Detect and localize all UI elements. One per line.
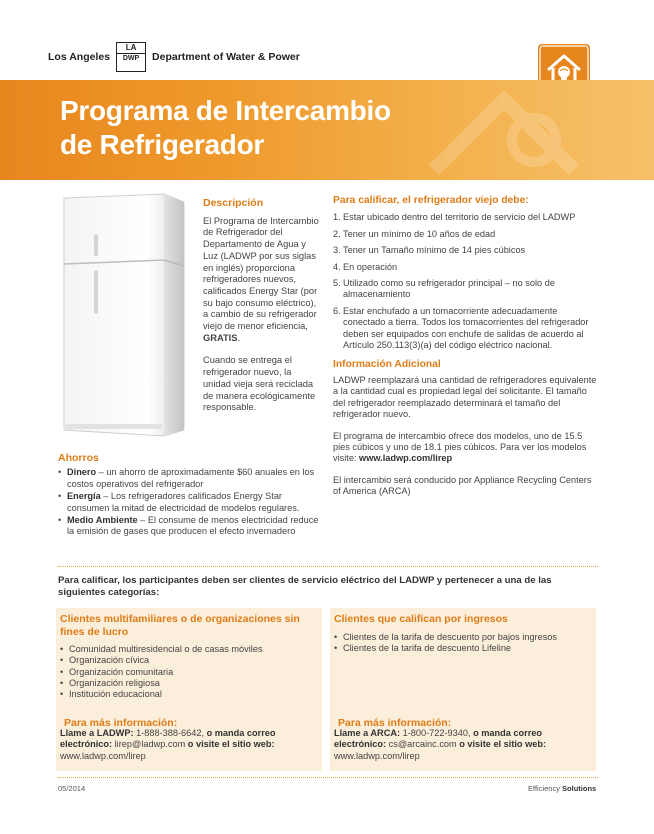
divider xyxy=(58,566,598,567)
list-item: • Organización religiosa xyxy=(60,678,318,689)
ahorros-section xyxy=(58,453,322,539)
info-adicional-heading: Información Adicional xyxy=(333,359,441,371)
categories-intro: Para calificar, los participantes deben ser clientes de servicio eléctrico del LADWP y pertenecer a una de las siguientes categorías: xyxy=(58,575,552,598)
income-box xyxy=(330,608,596,771)
contact-ladwp: Llame a LADWP: 1-888-388-6642, o manda correo electrónico: lirep@ladwp.com o visite el sitio web: www.ladwp.com/lirep xyxy=(60,728,276,761)
models-link[interactable]: www.ladwp.com/lirep xyxy=(359,453,453,464)
refrigerator-image xyxy=(56,190,191,440)
mas-info-heading-left: Para más información: xyxy=(64,717,178,729)
list-item: • Energía – Los refrigeradores calificados Energy Star consumen la mitad de electricidad de modelos regulares. xyxy=(58,491,322,514)
page-title: Programa de Intercambio de Refrigerador xyxy=(60,95,391,160)
ladwp-logo xyxy=(48,40,300,74)
multifamily-list xyxy=(56,638,322,700)
footer-date: 05/2014 xyxy=(58,784,86,793)
logo-department: Department of Water & Power xyxy=(152,51,300,63)
list-item: 1. Estar ubicado dentro del territorio de servicio del LADWP xyxy=(333,212,576,223)
list-item: 3. Tener un Tamaño mínimo de 14 pies cúbicos xyxy=(333,245,526,256)
contact-arca: Llame a ARCA: 1-800-722-9340, o manda correo electrónico: cs@arcainc.com o visite el sitio web: www.ladwp.com/lirep xyxy=(334,728,547,761)
list-item: 4. En operación xyxy=(333,261,398,272)
calificar-section xyxy=(333,195,598,508)
list-item: 6. Estar enchufado a un tomacorriente adecuadamente conectado a tierra. Todos los tomacorrientes del refrigerador deben ser equipados con enchufe de salidas de acuerdo al Artículo 250.113(3)(a) del código eléctrico nacional. xyxy=(333,305,589,351)
income-list xyxy=(330,626,596,655)
multifamily-box xyxy=(56,608,322,771)
ahorros-heading: Ahorros xyxy=(58,452,99,464)
list-item: • Medio Ambiente – El consume de menos electricidad reduce la emisión de gases que producen el efecto invernadero xyxy=(58,515,322,538)
ladwp-website-link[interactable]: www.ladwp.com/lirep xyxy=(60,750,146,761)
list-item: • Organización cívica xyxy=(60,655,318,666)
income-heading: Clientes que califican por ingresos xyxy=(334,613,508,625)
list-item: 5. Utilizado como su refrigerador principal – no solo de almacenamiento xyxy=(333,278,555,300)
info-paragraph-2: El programa de intercambio ofrece dos modelos, uno de 15.5 pies cúbicos y uno de 18.1 pies cúbicos. Para ver los modelos visite: www.ladwp.com/lirep xyxy=(333,430,587,464)
multifamily-heading: Clientes multifamiliares o de organizaciones sin fines de lucro xyxy=(60,613,300,638)
mas-info-heading-right: Para más información: xyxy=(338,717,452,729)
footer-brand: Efficiency Solutions xyxy=(528,784,597,793)
arca-website-link[interactable]: www.ladwp.com/lirep xyxy=(334,750,420,761)
list-item: • Clientes de la tarifa de descuento Lifeline xyxy=(334,643,592,654)
title-banner xyxy=(0,80,654,180)
info-paragraph-1: LADWP reemplazará una cantidad de refrigeradores equivalente a la cantidad cual es propiedad legal del solicitante. El tamaño del refrigerador reemplazado determinará el tamaño del refrigerador nuevo. xyxy=(333,374,597,420)
arca-email-link[interactable]: cs@arcainc.com xyxy=(386,739,460,750)
info-paragraph-3: El intercambio será conducido por Appliance Recycling Centers of America (ARCA) xyxy=(333,474,592,497)
banner-decoration-icon xyxy=(414,90,614,180)
list-item: • Comunidad multiresidencial o de casas móviles xyxy=(60,644,318,655)
list-item: • Dinero – un ahorro de aproximadamente $60 anuales en los costos operativos del refrigerador xyxy=(58,467,322,490)
calificar-heading: Para calificar, el refrigerador viejo debe: xyxy=(333,195,529,206)
descripcion-section xyxy=(203,198,321,425)
list-item: • Organización comunitaria xyxy=(60,667,318,678)
ladwp-email-link[interactable]: lirep@ladwp.com xyxy=(112,739,188,750)
list-item: • Clientes de la tarifa de descuento por bajos ingresos xyxy=(334,632,592,643)
footer-divider xyxy=(58,777,598,778)
calificar-list xyxy=(333,212,598,351)
descripcion-paragraph-1: El Programa de Intercambio de Refrigerador del Departamento de Agua y Luz (LADWP por sus siglas en inglés) proporciona refrigeradores nuevos, calificados Energy Star (por su bajo consumo eléctrico), a cambio de su refrigerador viejo de menor eficiencia, GRATIS. xyxy=(203,215,319,343)
descripcion-heading: Descripción xyxy=(203,197,264,209)
ahorros-list xyxy=(58,467,322,537)
logo-los-angeles: Los Angeles xyxy=(48,51,111,63)
list-item: 2. Tener un mínimo de 10 años de edad xyxy=(333,228,496,239)
list-item: • Institución educacional xyxy=(60,689,318,700)
descripcion-paragraph-2: Cuando se entrega el refrigerador nuevo, la unidad vieja será reciclada de manera ecológicamente responsable. xyxy=(203,355,316,413)
logo-la-box-icon: LA DWP xyxy=(116,42,146,72)
